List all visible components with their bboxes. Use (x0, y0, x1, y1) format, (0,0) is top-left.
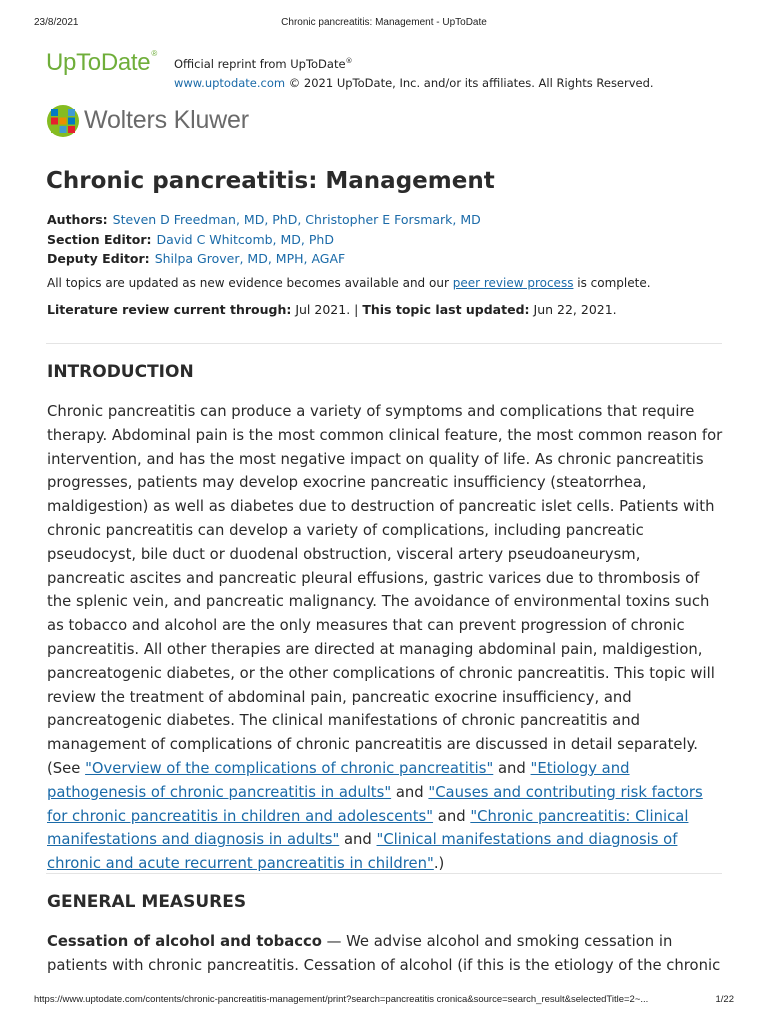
divider (46, 873, 722, 874)
wolters-kluwer-wordmark: Wolters Kluwer (84, 106, 249, 134)
wolters-kluwer-mark-icon (46, 104, 80, 138)
peer-review-link[interactable]: peer review process (452, 276, 574, 290)
uptodate-logo: UpToDate® (46, 49, 157, 76)
introduction-paragraph: Chronic pancreatitis can produce a variety of symptoms and complications that require therapy. Abdominal pain is the most common clinical feature, the most common reason for intervention, and has the most negative impact on quality of life. As chronic pancreatitis progresses, patients may develop exocrine pancreatic insufficiency (steatorrhea, maldigestion) as well as diabetes due to destruction of pancreatic islet cells. Patients with chronic pancreatitis can develop a variety of complications, including pancreatic pseudocyst, bile duct or duodenal obstruction, visceral artery pseudoaneurysm, pancreatic ascites and pancreatic pleural effusions, gastric varices due to thrombosis of the splenic vein, and pancreatic malignancy. The avoidance of environmental toxins such as tobacco and alcohol are the only measures that can prevent progression of chronic pancreatitis. All other therapies are directed at managing abdominal pain, maldigestion, pancreatogenic diabetes, or the other complications of chronic pancreatitis. This topic will review the treatment of abdominal pain, pancreatic exocrine insufficiency, and pancreatogenic diabetes. The clinical manifestations of chronic pancreatitis and management of complications of chronic pancreatitis are discussed in detail separately. (See "Overview of the complications of chronic pancreatitis" and "Etiology and pathogenesis of chronic pancreatitis in adults" and "Causes and contributing risk factors for chronic pancreatitis in children and adolescents" and "Chronic pancreatitis: Clinical manifestations and diagnosis in adults" and "Clinical manifestations and diagnosis of chronic and acute recurrent pancreatitis in children".) (47, 403, 723, 873)
general-measures-paragraph: Cessation of alcohol and tobacco — We advise alcohol and smoking cessation in patients with chronic pancreatitis. Cessation of alcohol (if this is the etiology of the chronic (47, 933, 721, 974)
print-header (34, 17, 734, 31)
reprint-line: Official reprint from UpToDate (174, 56, 346, 71)
print-date: 23/8/2021 (34, 17, 79, 28)
authors-link[interactable]: Steven D Freedman, MD, PhD, Christopher E Forsmark, MD (112, 212, 481, 227)
section-heading-general-measures: GENERAL MEASURES (47, 892, 247, 912)
deputy-editor-label: Deputy Editor: (47, 251, 150, 266)
literature-review-line: Literature review current through: Jul 2021. | This topic last updated: Jun 22, 2021. (47, 302, 617, 317)
deputy-editor-link[interactable]: Shilpa Grover, MD, MPH, AGAF (154, 251, 346, 266)
authors-label: Authors: (47, 212, 108, 227)
reprint-notice: Official reprint from UpToDate® www.uptodate.com © 2021 UpToDate, Inc. and/or its affiliates. All Rights Reserved. (174, 56, 654, 90)
cessation-lead: Cessation of alcohol and tobacco (47, 933, 322, 950)
update-notice: All topics are updated as new evidence becomes available and our peer review process is complete. (47, 276, 651, 290)
print-footer (34, 994, 734, 1008)
copyright: © 2021 UpToDate, Inc. and/or its affiliates. All Rights Reserved. (288, 75, 654, 90)
link-clinical-manifestations-adults[interactable]: "Chronic pancreatitis: Clinical manifestations and diagnosis in adults" (47, 807, 689, 849)
site-link[interactable]: www.uptodate.com (174, 75, 286, 90)
section-editor-label: Section Editor: (47, 231, 152, 247)
link-causes-risk-factors[interactable]: "Causes and contributing risk factors for chronic pancreatitis in children and adolescents" (47, 783, 703, 825)
link-etiology-pathogenesis[interactable]: "Etiology and pathogenesis of chronic pancreatitis in adults" (47, 759, 630, 801)
print-url: https://www.uptodate.com/contents/chronic-pancreatitis-management/print?search=pancreatitis cronica&source=search_result&selectedTitle=2~... (34, 994, 649, 1005)
section-editor-link[interactable]: David C Whitcomb, MD, PhD (156, 231, 334, 247)
section-heading-introduction: INTRODUCTION (47, 362, 194, 382)
page-title: Chronic pancreatitis: Management (46, 168, 495, 194)
link-clinical-manifestations-children[interactable]: "Clinical manifestations and diagnosis of chronic and acute recurrent pancreatitis in children" (47, 831, 678, 873)
link-overview-complications[interactable]: "Overview of the complications of chronic pancreatitis" (85, 759, 494, 777)
page-number: 1/22 (715, 994, 734, 1005)
divider (46, 343, 722, 344)
topic-credits (47, 210, 481, 269)
print-title: Chronic pancreatitis: Management - UpToDate (281, 17, 487, 28)
